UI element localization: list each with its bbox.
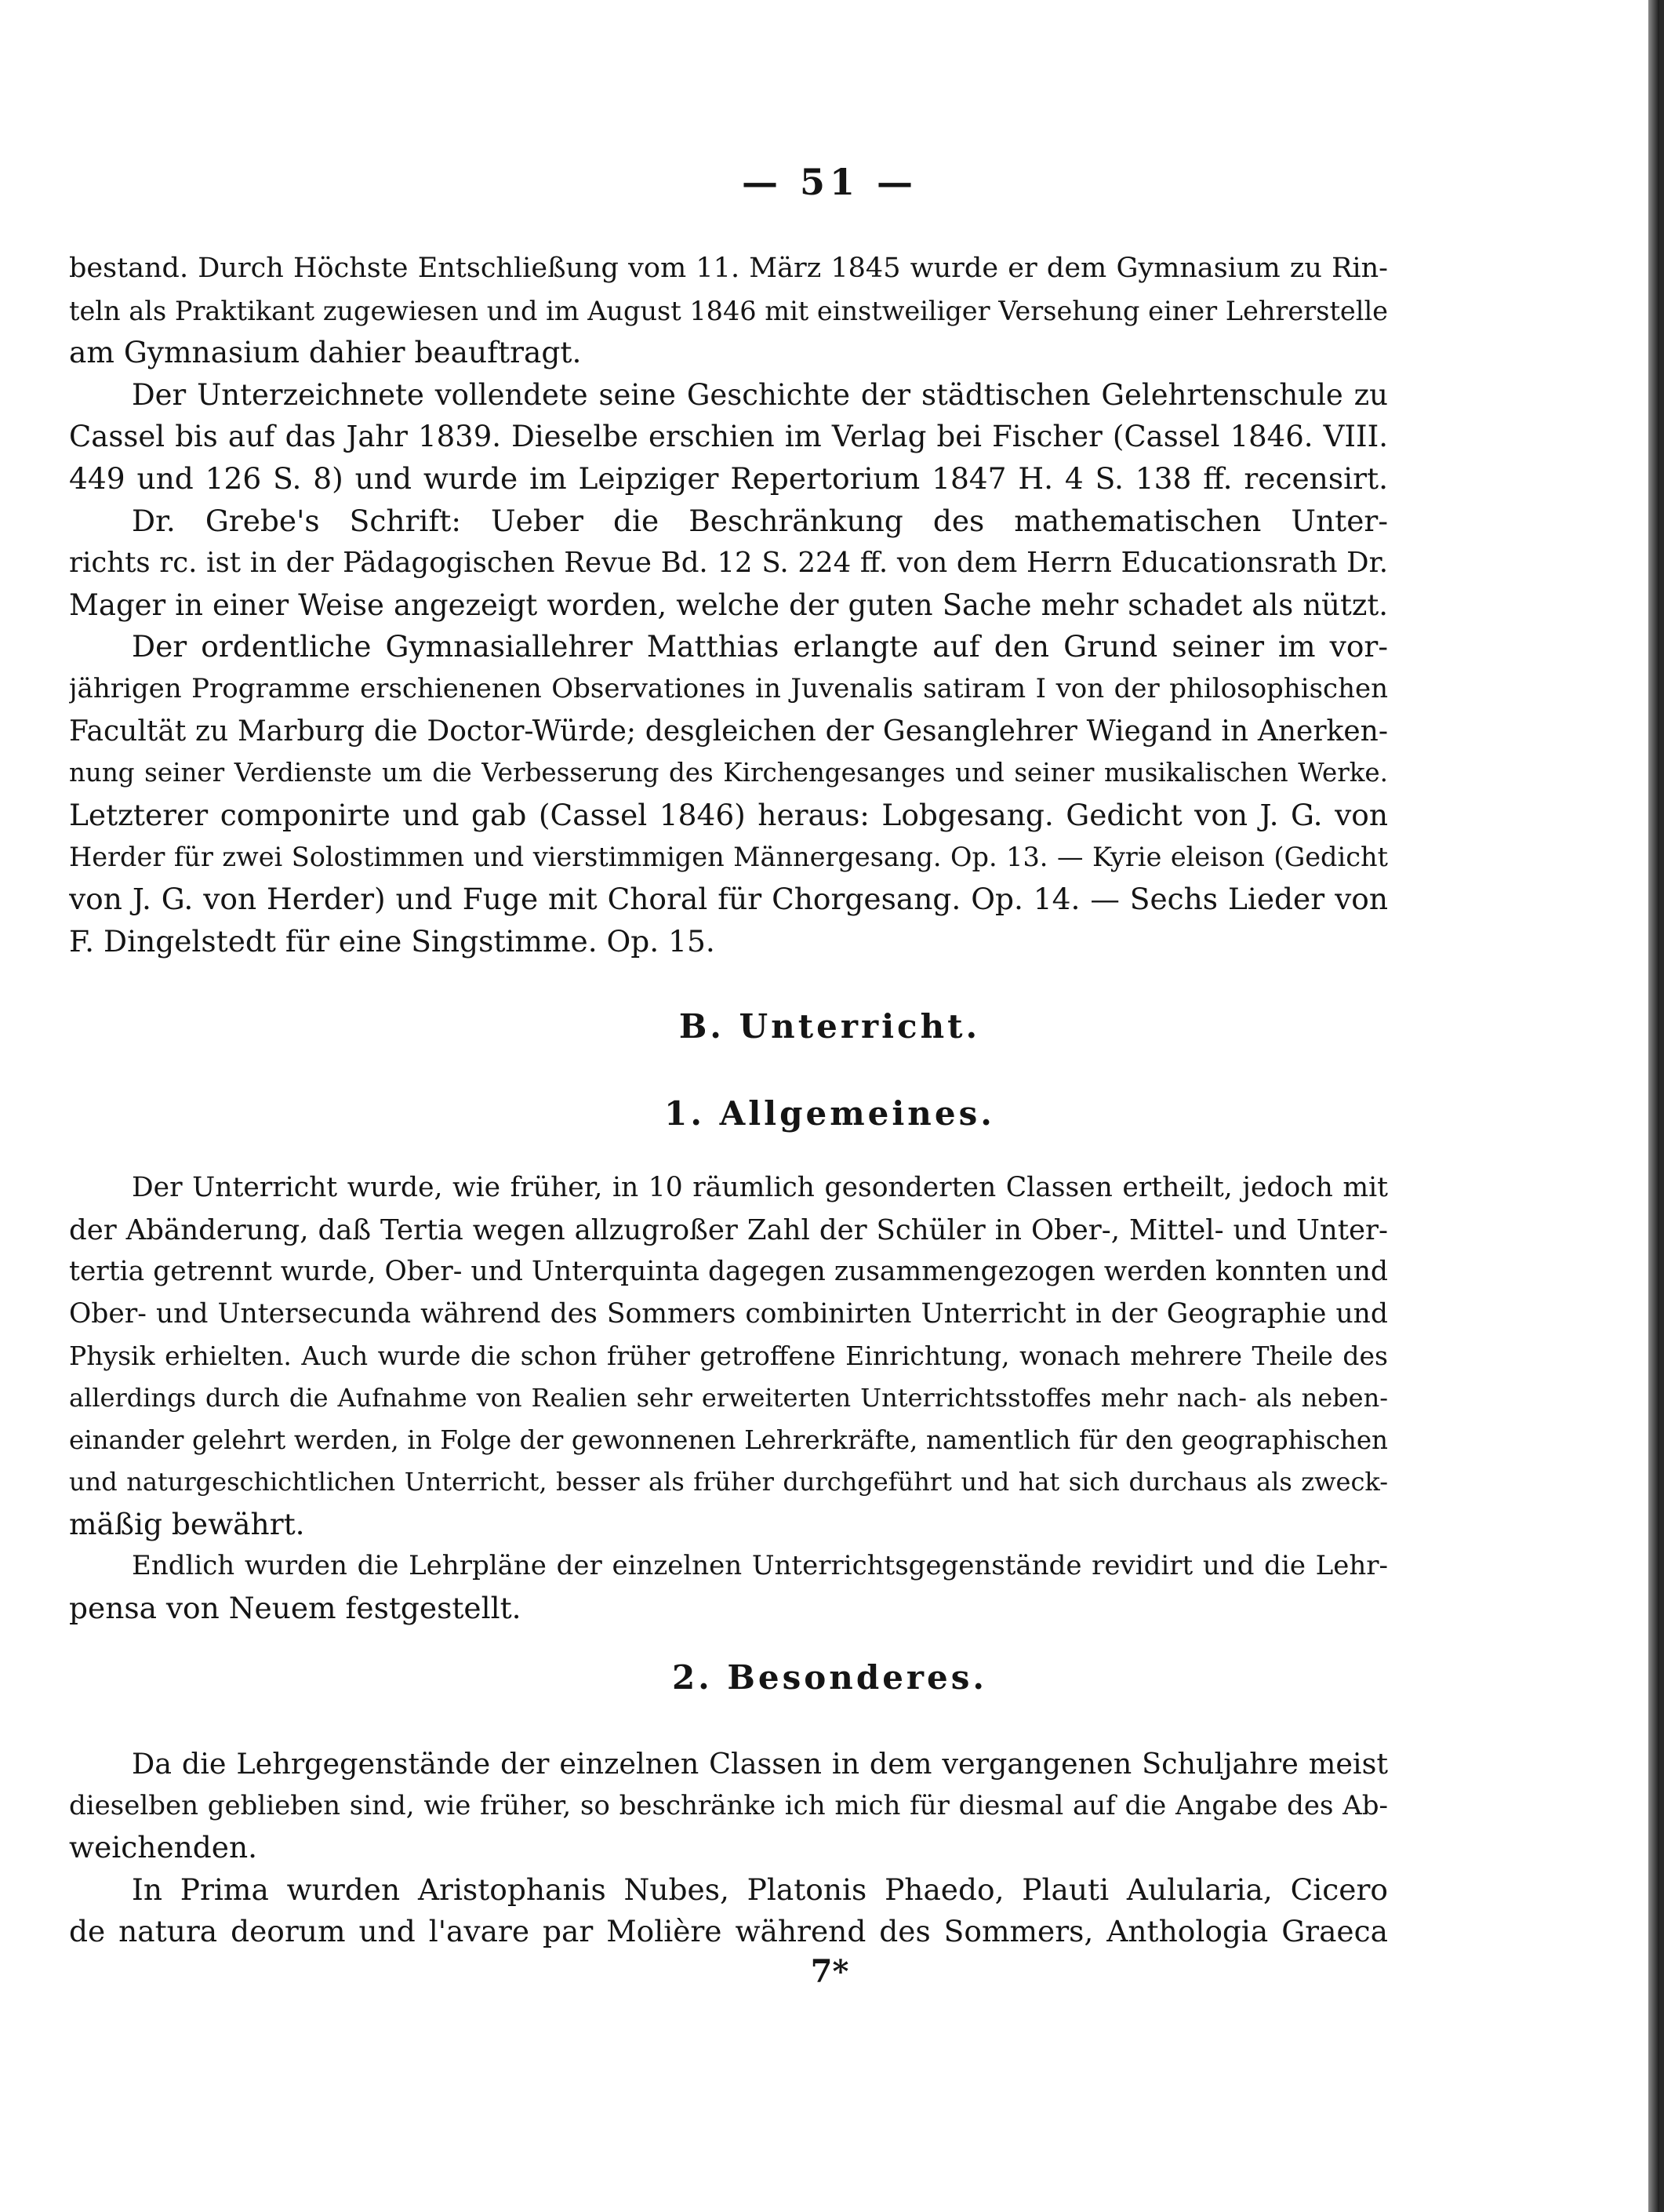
text-line: dieselben geblieben sind, wie früher, so beschränke ich mich für diesmal auf die Angabe des Ab- xyxy=(69,1789,1388,1821)
text-line: tertia getrennt wurde, Ober- und Unterquinta dagegen zusammengezogen werden konnten und xyxy=(69,1256,1388,1288)
text-line: der Abänderung, daß Tertia wegen allzugroßer Zahl der Schüler in Ober-, Mittel- und Unter- xyxy=(69,1213,1388,1246)
text-line: am Gymnasium dahier beauftragt. xyxy=(69,335,582,370)
text-line: weichenden. xyxy=(69,1830,258,1865)
subsection-heading-1: 1. Allgemeines. xyxy=(664,1094,995,1133)
text-line: Der ordentliche Gymnasiallehrer Matthias erlangte auf den Grund seiner im vor- xyxy=(132,629,1388,664)
text-line: Dr. Grebe's Schrift: Ueber die Beschränkung des mathematischen Unter- xyxy=(132,503,1388,538)
printer-signature: 7* xyxy=(810,1953,849,1990)
text-line: bestand. Durch Höchste Entschließung vom 11. März 1845 wurde er dem Gymnasium zu Rin- xyxy=(69,253,1388,284)
text-line: von J. G. von Herder) und Fuge mit Choral für Chorgesang. Op. 14. — Sechs Lieder von xyxy=(69,881,1388,916)
text-line: Letzterer componirte und gab (Cassel 1846) heraus: Lobgesang. Gedicht von J. G. von xyxy=(69,797,1388,832)
paragraph-block-3 xyxy=(69,1743,1388,1953)
text-line: Cassel bis auf das Jahr 1839. Dieselbe erschien im Verlag bei Fischer (Cassel 1846. VIII. xyxy=(69,420,1388,454)
text-line: 449 und 126 S. 8) und wurde im Leipziger Repertorium 1847 H. 4 S. 138 ff. recensirt. xyxy=(69,460,1388,496)
text-line: nung seiner Verdienste um die Verbesserung des Kirchengesanges und seiner musikalischen Werke. xyxy=(69,758,1388,788)
text-line: Der Unterzeichnete vollendete seine Geschichte der städtischen Gelehrtenschule zu xyxy=(132,377,1388,412)
text-line: Herder für zwei Solostimmen und vierstimmigen Männergesang. Op. 13. — Kyrie eleison (Gedicht xyxy=(69,842,1388,873)
text-line: pensa von Neuem festgestellt. xyxy=(69,1590,521,1625)
text-line: allerdings durch die Aufnahme von Realien sehr erweiterten Unterrichtsstoffes mehr nach- als neben- xyxy=(69,1382,1388,1413)
text-line: Ober- und Untersecunda während des Sommers combinirten Unterricht in der Geographie und xyxy=(69,1297,1388,1330)
paragraph-block-2 xyxy=(69,1167,1388,1630)
paragraph-block-1 xyxy=(69,248,1388,962)
section-heading-b: B. Unterricht. xyxy=(678,1007,981,1046)
text-line: jährigen Programme erschienenen Observationes in Juvenalis satiram I von der philosophischen xyxy=(69,672,1388,704)
text-line: mäßig bewährt. xyxy=(69,1506,305,1541)
text-line: Da die Lehrgegenstände der einzelnen Classen in dem vergangenen Schuljahre meist xyxy=(132,1747,1388,1781)
text-line: richts rc. ist in der Pädagogischen Revue Bd. 12 S. 224 ff. von dem Herrn Educationsrath Dr. xyxy=(69,547,1388,580)
subsection-heading-2: 2. Besonderes. xyxy=(671,1658,988,1697)
text-line: Endlich wurden die Lehrpläne der einzelnen Unterrichtsgegenstände revidirt und die Lehr- xyxy=(132,1550,1388,1582)
text-line: In Prima wurden Aristophanis Nubes, Platonis Phaedo, Plauti Aulularia, Cicero xyxy=(132,1872,1388,1907)
text-line: de natura deorum und l'avare par Molière während des Sommers, Anthologia Graeca xyxy=(69,1914,1388,1949)
text-line: F. Dingelstedt für eine Singstimme. Op. 15. xyxy=(69,923,715,959)
text-line: teln als Praktikant zugewiesen und im August 1846 mit einstweiliger Versehung einer Lehrerstelle xyxy=(69,295,1388,326)
text-line: einander gelehrt werden, in Folge der gewonnenen Lehrerkräfte, namentlich für den geographischen xyxy=(69,1424,1388,1455)
text-line: Facultät zu Marburg die Doctor-Würde; desgleichen der Gesanglehrer Wiegand in Anerken- xyxy=(69,715,1388,748)
text-line: Physik erhielten. Auch wurde die schon früher getroffene Einrichtung, wonach mehrere Theile des xyxy=(69,1341,1388,1372)
text-line: Der Unterricht wurde, wie früher, in 10 räumlich gesonderten Classen ertheilt, jedoch mit xyxy=(132,1172,1388,1203)
page-number: — 51 — xyxy=(741,161,918,203)
text-line: Mager in einer Weise angezeigt worden, welche der guten Sache mehr schadet als nützt. xyxy=(69,588,1388,622)
text-line: und naturgeschichtlichen Unterricht, besser als früher durchgeführt und hat sich durchaus als zweck- xyxy=(69,1467,1388,1497)
